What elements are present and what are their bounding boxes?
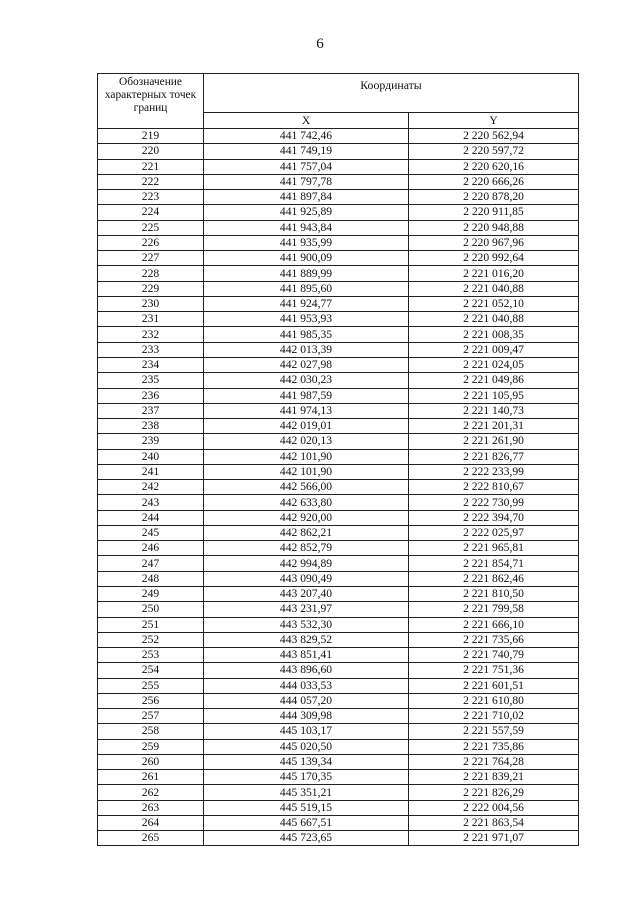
table-row <box>98 800 579 815</box>
y-coordinate-cell: 2 221 016,20 <box>409 266 579 281</box>
point-number-cell: 228 <box>98 266 204 281</box>
x-coordinate-cell: 441 897,84 <box>204 190 409 205</box>
table-header <box>98 74 579 129</box>
table-row <box>98 388 579 403</box>
table-row <box>98 617 579 632</box>
table-row <box>98 678 579 693</box>
point-number-cell: 265 <box>98 831 204 846</box>
table-row <box>98 693 579 708</box>
x-coordinate-cell: 444 033,53 <box>204 678 409 693</box>
x-coordinate-cell: 441 895,60 <box>204 281 409 296</box>
y-coordinate-cell: 2 221 826,29 <box>409 785 579 800</box>
point-number-cell: 255 <box>98 678 204 693</box>
table-row <box>98 419 579 434</box>
x-coordinate-cell: 445 519,15 <box>204 800 409 815</box>
x-coordinate-cell: 441 797,78 <box>204 174 409 189</box>
point-number-cell: 252 <box>98 632 204 647</box>
point-number-cell: 241 <box>98 464 204 479</box>
x-coordinate-cell: 441 889,99 <box>204 266 409 281</box>
x-coordinate-cell: 444 309,98 <box>204 709 409 724</box>
point-number-cell: 235 <box>98 373 204 388</box>
y-coordinate-cell: 2 221 009,47 <box>409 342 579 357</box>
x-coordinate-cell: 442 101,90 <box>204 449 409 464</box>
table-row <box>98 235 579 250</box>
table-row <box>98 739 579 754</box>
x-coordinate-cell: 441 742,46 <box>204 129 409 144</box>
point-number-cell: 240 <box>98 449 204 464</box>
point-number-cell: 238 <box>98 419 204 434</box>
table-row <box>98 373 579 388</box>
x-coordinate-cell: 443 090,49 <box>204 571 409 586</box>
table-row <box>98 159 579 174</box>
y-coordinate-cell: 2 221 735,66 <box>409 632 579 647</box>
point-number-cell: 250 <box>98 602 204 617</box>
x-coordinate-cell: 445 139,34 <box>204 754 409 769</box>
y-coordinate-cell: 2 221 799,58 <box>409 602 579 617</box>
point-number-cell: 260 <box>98 754 204 769</box>
y-coordinate-cell: 2 220 878,20 <box>409 190 579 205</box>
point-number-cell: 256 <box>98 693 204 708</box>
point-number-cell: 259 <box>98 739 204 754</box>
point-number-cell: 239 <box>98 434 204 449</box>
x-coordinate-cell: 441 924,77 <box>204 296 409 311</box>
x-coordinate-cell: 441 953,93 <box>204 312 409 327</box>
x-coordinate-cell: 442 566,00 <box>204 480 409 495</box>
x-coordinate-cell: 445 170,35 <box>204 770 409 785</box>
x-coordinate-cell: 441 757,04 <box>204 159 409 174</box>
table-row <box>98 296 579 311</box>
x-coordinate-cell: 445 667,51 <box>204 815 409 830</box>
x-coordinate-cell: 445 103,17 <box>204 724 409 739</box>
table-row <box>98 480 579 495</box>
x-coordinate-cell: 441 987,59 <box>204 388 409 403</box>
x-coordinate-cell: 442 852,79 <box>204 541 409 556</box>
table-row <box>98 327 579 342</box>
y-column-header: Y <box>409 113 579 129</box>
x-coordinate-cell: 443 532,30 <box>204 617 409 632</box>
point-number-cell: 244 <box>98 510 204 525</box>
y-coordinate-cell: 2 221 810,50 <box>409 586 579 601</box>
point-number-cell: 243 <box>98 495 204 510</box>
point-number-cell: 262 <box>98 785 204 800</box>
y-coordinate-cell: 2 221 863,54 <box>409 815 579 830</box>
table-row <box>98 632 579 647</box>
y-coordinate-cell: 2 222 810,67 <box>409 480 579 495</box>
y-coordinate-cell: 2 222 025,97 <box>409 525 579 540</box>
point-number-cell: 234 <box>98 357 204 372</box>
x-coordinate-cell: 442 013,39 <box>204 342 409 357</box>
y-coordinate-cell: 2 220 948,88 <box>409 220 579 235</box>
table-row <box>98 357 579 372</box>
point-number-cell: 237 <box>98 403 204 418</box>
y-coordinate-cell: 2 220 562,94 <box>409 129 579 144</box>
x-coordinate-cell: 441 900,09 <box>204 251 409 266</box>
table-body <box>98 129 579 846</box>
table-row <box>98 815 579 830</box>
point-number-cell: 236 <box>98 388 204 403</box>
point-number-cell: 249 <box>98 586 204 601</box>
table-row <box>98 449 579 464</box>
y-coordinate-cell: 2 221 024,05 <box>409 357 579 372</box>
x-coordinate-cell: 443 829,52 <box>204 632 409 647</box>
table-row <box>98 190 579 205</box>
point-number-cell: 229 <box>98 281 204 296</box>
y-coordinate-cell: 2 221 610,80 <box>409 693 579 708</box>
y-coordinate-cell: 2 221 105,95 <box>409 388 579 403</box>
y-coordinate-cell: 2 222 730,99 <box>409 495 579 510</box>
point-number-cell: 257 <box>98 709 204 724</box>
x-coordinate-cell: 443 207,40 <box>204 586 409 601</box>
table-row <box>98 464 579 479</box>
x-coordinate-cell: 443 231,97 <box>204 602 409 617</box>
y-coordinate-cell: 2 221 557,59 <box>409 724 579 739</box>
x-coordinate-cell: 443 896,60 <box>204 663 409 678</box>
x-coordinate-cell: 441 943,84 <box>204 220 409 235</box>
y-coordinate-cell: 2 220 992,64 <box>409 251 579 266</box>
table-row <box>98 510 579 525</box>
y-coordinate-cell: 2 221 052,10 <box>409 296 579 311</box>
y-coordinate-cell: 2 220 666,26 <box>409 174 579 189</box>
x-coordinate-cell: 442 101,90 <box>204 464 409 479</box>
y-coordinate-cell: 2 221 839,21 <box>409 770 579 785</box>
table-row <box>98 785 579 800</box>
table-row <box>98 174 579 189</box>
y-coordinate-cell: 2 221 666,10 <box>409 617 579 632</box>
x-coordinate-cell: 441 925,89 <box>204 205 409 220</box>
y-coordinate-cell: 2 221 740,79 <box>409 648 579 663</box>
x-coordinate-cell: 441 749,19 <box>204 144 409 159</box>
y-coordinate-cell: 2 222 004,56 <box>409 800 579 815</box>
table-row <box>98 663 579 678</box>
point-number-cell: 263 <box>98 800 204 815</box>
table-header-row <box>98 74 579 113</box>
x-coordinate-cell: 442 862,21 <box>204 525 409 540</box>
y-coordinate-cell: 2 221 735,86 <box>409 739 579 754</box>
x-coordinate-cell: 443 851,41 <box>204 648 409 663</box>
x-coordinate-cell: 444 057,20 <box>204 693 409 708</box>
y-coordinate-cell: 2 221 201,31 <box>409 419 579 434</box>
x-coordinate-cell: 442 019,01 <box>204 419 409 434</box>
x-coordinate-cell: 445 723,65 <box>204 831 409 846</box>
y-coordinate-cell: 2 221 764,28 <box>409 754 579 769</box>
table-row <box>98 724 579 739</box>
x-coordinate-cell: 442 633,80 <box>204 495 409 510</box>
x-coordinate-cell: 442 994,89 <box>204 556 409 571</box>
point-number-cell: 221 <box>98 159 204 174</box>
point-number-cell: 226 <box>98 235 204 250</box>
y-coordinate-cell: 2 220 597,72 <box>409 144 579 159</box>
x-coordinate-cell: 442 027,98 <box>204 357 409 372</box>
point-number-cell: 242 <box>98 480 204 495</box>
point-number-cell: 247 <box>98 556 204 571</box>
table-row <box>98 434 579 449</box>
point-number-cell: 261 <box>98 770 204 785</box>
point-number-cell: 225 <box>98 220 204 235</box>
x-coordinate-cell: 442 920,00 <box>204 510 409 525</box>
point-number-cell: 220 <box>98 144 204 159</box>
point-number-cell: 227 <box>98 251 204 266</box>
point-number-cell: 245 <box>98 525 204 540</box>
y-coordinate-cell: 2 221 826,77 <box>409 449 579 464</box>
x-coordinate-cell: 441 985,35 <box>204 327 409 342</box>
y-coordinate-cell: 2 220 967,96 <box>409 235 579 250</box>
table-row <box>98 281 579 296</box>
page-number: 6 <box>316 36 324 52</box>
table-row <box>98 342 579 357</box>
y-coordinate-cell: 2 222 233,99 <box>409 464 579 479</box>
table-row <box>98 403 579 418</box>
point-number-cell: 254 <box>98 663 204 678</box>
y-coordinate-cell: 2 221 049,86 <box>409 373 579 388</box>
table-row <box>98 556 579 571</box>
table-row <box>98 144 579 159</box>
point-number-cell: 248 <box>98 571 204 586</box>
coordinates-header: Координаты <box>204 74 579 113</box>
table-row <box>98 541 579 556</box>
table-row <box>98 220 579 235</box>
x-coordinate-cell: 445 351,21 <box>204 785 409 800</box>
point-number-cell: 232 <box>98 327 204 342</box>
boundary-point-header: Обозначение характерных точек границ <box>98 74 204 129</box>
table-row <box>98 648 579 663</box>
point-number-cell: 253 <box>98 648 204 663</box>
y-coordinate-cell: 2 221 040,88 <box>409 281 579 296</box>
y-coordinate-cell: 2 221 854,71 <box>409 556 579 571</box>
point-number-cell: 233 <box>98 342 204 357</box>
table-row <box>98 312 579 327</box>
y-coordinate-cell: 2 221 965,81 <box>409 541 579 556</box>
table-row <box>98 770 579 785</box>
table-row <box>98 586 579 601</box>
y-coordinate-cell: 2 220 911,85 <box>409 205 579 220</box>
table-row <box>98 754 579 769</box>
point-number-cell: 264 <box>98 815 204 830</box>
x-coordinate-cell: 441 935,99 <box>204 235 409 250</box>
point-number-cell: 258 <box>98 724 204 739</box>
x-coordinate-cell: 442 030,23 <box>204 373 409 388</box>
coordinates-table <box>97 73 579 846</box>
table-row <box>98 571 579 586</box>
x-coordinate-cell: 441 974,13 <box>204 403 409 418</box>
y-coordinate-cell: 2 221 261,90 <box>409 434 579 449</box>
y-coordinate-cell: 2 221 710,02 <box>409 709 579 724</box>
y-coordinate-cell: 2 221 601,51 <box>409 678 579 693</box>
table-row <box>98 709 579 724</box>
point-number-cell: 230 <box>98 296 204 311</box>
table-row <box>98 602 579 617</box>
y-coordinate-cell: 2 221 971,07 <box>409 831 579 846</box>
point-number-cell: 222 <box>98 174 204 189</box>
y-coordinate-cell: 2 222 394,70 <box>409 510 579 525</box>
point-number-cell: 223 <box>98 190 204 205</box>
table-row <box>98 831 579 846</box>
point-number-cell: 246 <box>98 541 204 556</box>
table-row <box>98 205 579 220</box>
table-row <box>98 495 579 510</box>
point-number-cell: 219 <box>98 129 204 144</box>
point-number-cell: 231 <box>98 312 204 327</box>
y-coordinate-cell: 2 220 620,16 <box>409 159 579 174</box>
y-coordinate-cell: 2 221 040,88 <box>409 312 579 327</box>
y-coordinate-cell: 2 221 862,46 <box>409 571 579 586</box>
point-number-cell: 224 <box>98 205 204 220</box>
y-coordinate-cell: 2 221 751,36 <box>409 663 579 678</box>
x-coordinate-cell: 442 020,13 <box>204 434 409 449</box>
table-row <box>98 129 579 144</box>
table-row <box>98 525 579 540</box>
table-row <box>98 251 579 266</box>
x-coordinate-cell: 445 020,50 <box>204 739 409 754</box>
table-row <box>98 266 579 281</box>
x-column-header: X <box>204 113 409 129</box>
y-coordinate-cell: 2 221 008,35 <box>409 327 579 342</box>
y-coordinate-cell: 2 221 140,73 <box>409 403 579 418</box>
point-number-cell: 251 <box>98 617 204 632</box>
